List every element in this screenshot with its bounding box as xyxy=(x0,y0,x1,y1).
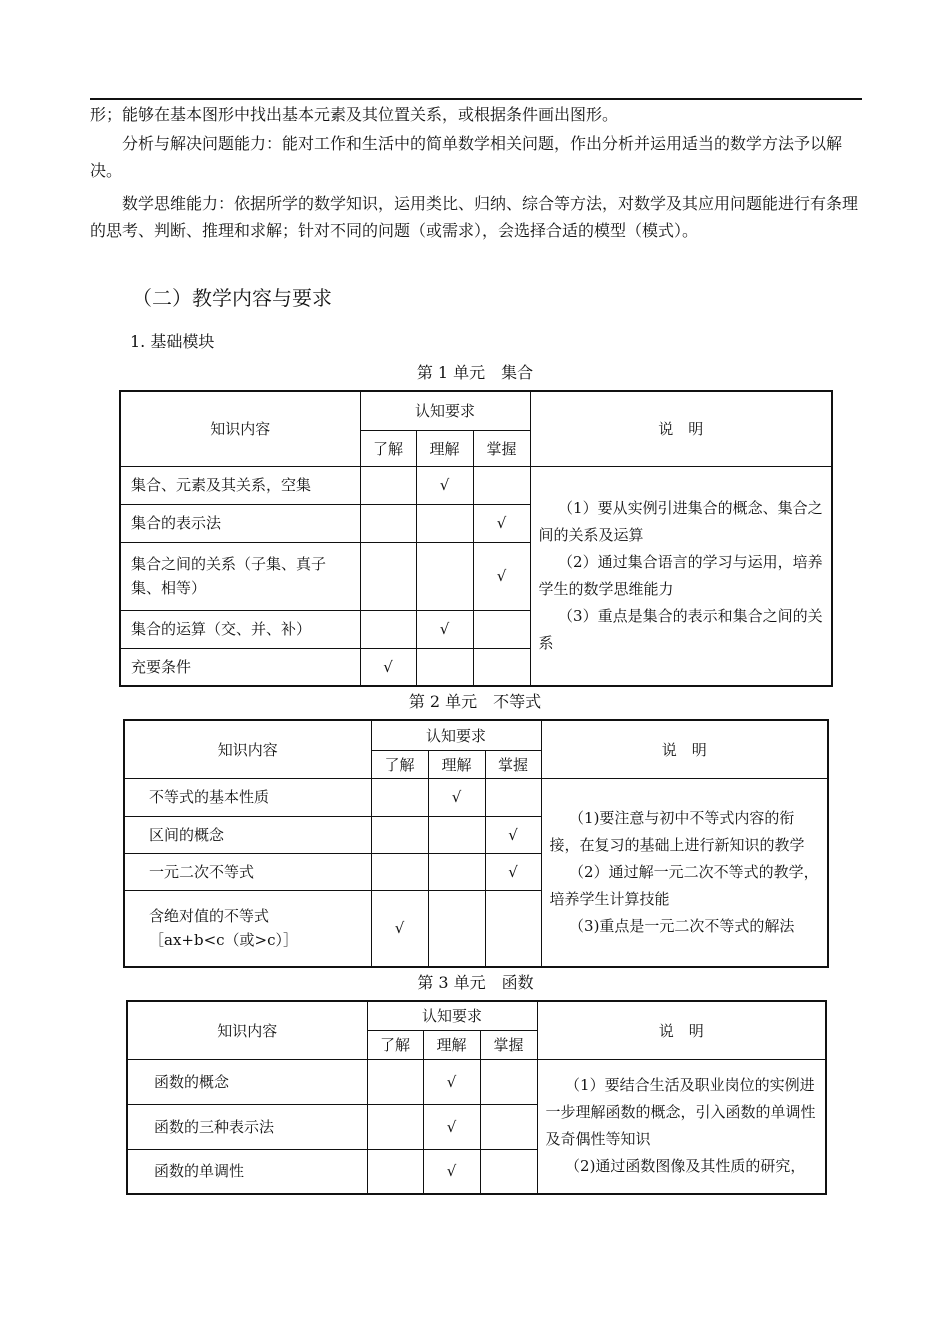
knowledge-item: 充要条件 xyxy=(120,648,360,686)
unit1-notes xyxy=(530,466,832,686)
check-master xyxy=(480,1104,537,1149)
unit3-notes xyxy=(537,1059,826,1194)
check-master xyxy=(485,778,541,816)
check-understand xyxy=(360,542,416,610)
check-understand xyxy=(360,504,416,542)
unit2-notes xyxy=(541,778,828,967)
check-comprehend: √ xyxy=(416,610,473,648)
check-master xyxy=(480,1149,537,1194)
header-note: 说 明 xyxy=(541,720,828,778)
check-master xyxy=(485,890,541,967)
note-line: （2）通过集合语言的学习与运用，培养学生的数学思维能力 xyxy=(538,552,823,598)
knowledge-item: 集合、元素及其关系，空集 xyxy=(120,466,360,504)
check-understand xyxy=(367,1149,423,1194)
intro-paragraph-analysis: 分析与解决问题能力：能对工作和生活中的简单数学相关问题，作出分析并运用适当的数学方法予以解决。 xyxy=(90,134,843,180)
header-note: 说 明 xyxy=(530,391,832,466)
knowledge-item: 集合的表示法 xyxy=(120,504,360,542)
check-comprehend xyxy=(416,542,473,610)
check-master xyxy=(480,1059,537,1104)
intro-line-1: 形；能够在基本图形中找出基本元素及其位置关系，或根据条件画出图形。 xyxy=(90,105,619,124)
table-row xyxy=(127,1059,826,1104)
unit2-table xyxy=(123,719,829,968)
check-comprehend xyxy=(428,816,485,853)
check-comprehend xyxy=(416,504,473,542)
check-comprehend xyxy=(416,648,473,686)
knowledge-item: 函数的三种表示法 xyxy=(127,1104,367,1149)
unit1-title: 第 1 单元 集合 xyxy=(416,363,534,382)
note-line: （1）要结合生活及职业岗位的实例进一步理解函数的概念，引入函数的单调性及奇偶性等知识 xyxy=(545,1076,816,1149)
header-knowledge: 知识内容 xyxy=(124,720,371,778)
header-cognitive: 认知要求 xyxy=(367,1001,537,1030)
check-comprehend xyxy=(428,890,485,967)
header-understand: 了解 xyxy=(360,430,416,466)
knowledge-item: 函数的概念 xyxy=(127,1059,367,1104)
header-comprehend: 理解 xyxy=(416,430,473,466)
header-master: 掌握 xyxy=(485,750,541,778)
table-row xyxy=(120,466,832,504)
header-rule xyxy=(90,98,862,100)
check-comprehend xyxy=(428,853,485,890)
check-comprehend: √ xyxy=(416,466,473,504)
subsection-heading: 1. 基础模块 xyxy=(130,332,215,351)
knowledge-item: 一元二次不等式 xyxy=(124,853,371,890)
header-comprehend: 理解 xyxy=(423,1030,480,1059)
knowledge-item-line2: ［ax+b<c（或>c）］ xyxy=(149,931,299,950)
section-heading: （二）教学内容与要求 xyxy=(132,286,332,310)
knowledge-item xyxy=(124,890,371,967)
note-line: （1）要从实例引进集合的概念、集合之间的关系及运算 xyxy=(538,498,823,544)
header-cognitive: 认知要求 xyxy=(371,720,541,750)
unit1-table xyxy=(119,390,833,687)
header-knowledge: 知识内容 xyxy=(120,391,360,466)
unit3-title: 第 3 单元 函数 xyxy=(417,973,534,992)
check-comprehend: √ xyxy=(423,1104,480,1149)
check-understand: √ xyxy=(371,890,428,967)
note-line: （3)重点是一元二次不等式的解法 xyxy=(569,916,795,935)
header-note: 说 明 xyxy=(537,1001,826,1059)
header-understand: 了解 xyxy=(371,750,428,778)
knowledge-item: 函数的单调性 xyxy=(127,1149,367,1194)
header-knowledge: 知识内容 xyxy=(127,1001,367,1059)
table-row xyxy=(124,778,828,816)
check-understand: √ xyxy=(360,648,416,686)
check-master xyxy=(473,610,530,648)
knowledge-item-line1: 含绝对值的不等式 xyxy=(149,907,270,926)
header-cognitive: 认知要求 xyxy=(360,391,530,430)
check-master xyxy=(473,466,530,504)
knowledge-item: 不等式的基本性质 xyxy=(124,778,371,816)
unit3-table xyxy=(126,1000,827,1195)
check-master: √ xyxy=(473,542,530,610)
note-line: （1)要注意与初中不等式内容的衔接，在复习的基础上进行新知识的教学 xyxy=(549,808,805,854)
check-master xyxy=(473,648,530,686)
check-master: √ xyxy=(485,816,541,853)
note-line: （2）通过解一元二次不等式的教学，培养学生计算技能 xyxy=(549,862,819,908)
check-understand xyxy=(367,1059,423,1104)
note-line: （2)通过函数图像及其性质的研究， xyxy=(565,1157,806,1176)
intro-paragraph-thinking: 数学思维能力：依据所学的数学知识，运用类比、归纳、综合等方法，对数学及其应用问题能进行有条理的思考、判断、推理和求解；针对不同的问题（或需求），会选择合适的模型（模式）。 xyxy=(90,194,859,240)
unit2-title: 第 2 单元 不等式 xyxy=(408,692,542,711)
header-comprehend: 理解 xyxy=(428,750,485,778)
header-understand: 了解 xyxy=(367,1030,423,1059)
check-understand xyxy=(367,1104,423,1149)
check-master: √ xyxy=(473,504,530,542)
check-comprehend: √ xyxy=(423,1059,480,1104)
knowledge-item: 集合之间的关系（子集、真子集、相等） xyxy=(120,542,360,610)
check-comprehend: √ xyxy=(428,778,485,816)
knowledge-item: 区间的概念 xyxy=(124,816,371,853)
note-line: （3）重点是集合的表示和集合之间的关系 xyxy=(538,606,823,652)
check-understand xyxy=(360,466,416,504)
check-master: √ xyxy=(485,853,541,890)
knowledge-item: 集合的运算（交、并、补） xyxy=(120,610,360,648)
header-master: 掌握 xyxy=(473,430,530,466)
check-understand xyxy=(360,610,416,648)
check-comprehend: √ xyxy=(423,1149,480,1194)
check-understand xyxy=(371,778,428,816)
header-master: 掌握 xyxy=(480,1030,537,1059)
check-understand xyxy=(371,816,428,853)
check-understand xyxy=(371,853,428,890)
